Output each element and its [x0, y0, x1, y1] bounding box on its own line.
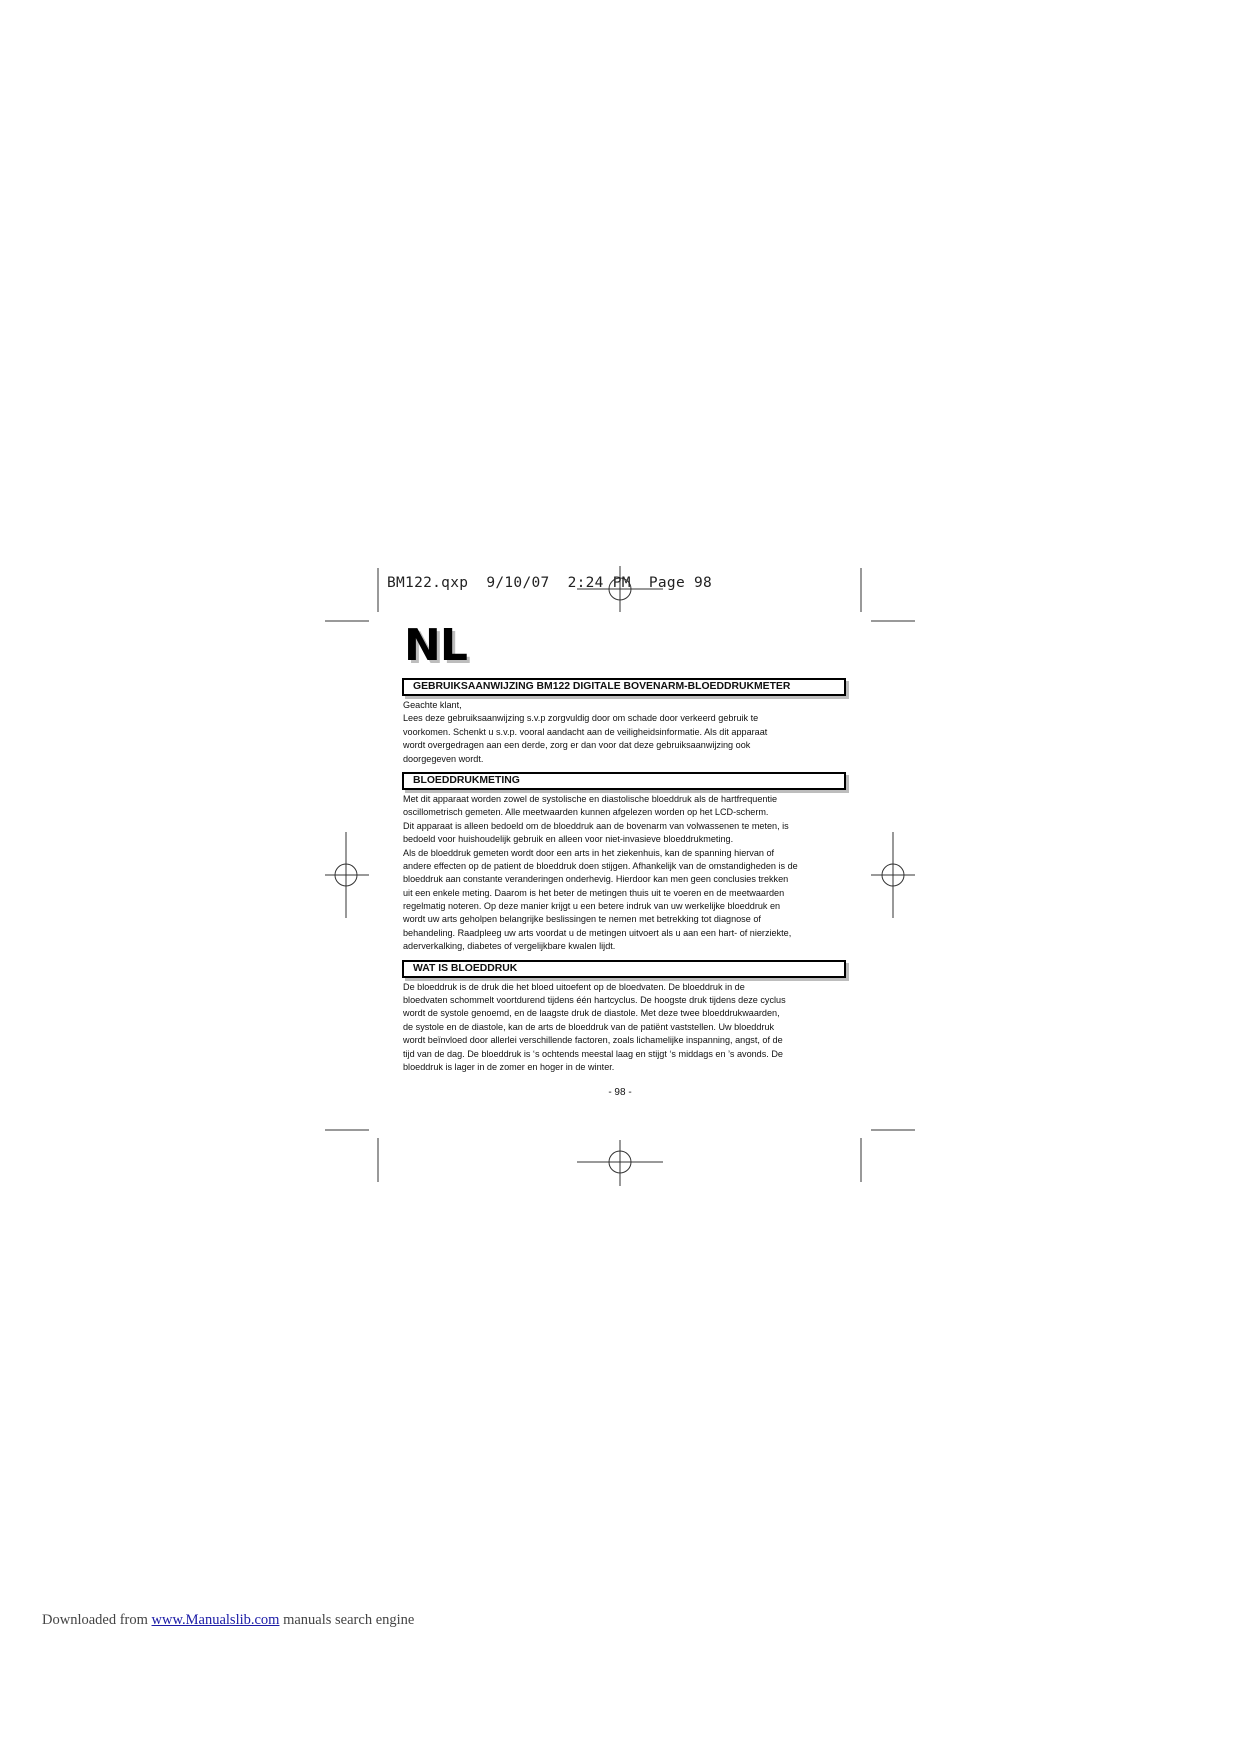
footer-prefix: Downloaded from — [42, 1612, 152, 1628]
text-line: andere effecten op de patient de bloeddruk doen stijgen. Afhankelijk van de omstandigheden is de — [403, 860, 798, 871]
text-line: aderverkalking, diabetes of vergelijkbare kwalen lijdt. — [403, 941, 616, 952]
text-line: bloeddruk is lager in de zomer en hoger in de winter. — [403, 1061, 615, 1072]
registration-mark-left — [325, 832, 369, 918]
text-line: Dit apparaat is alleen bedoeld om de bloeddruk aan de bovenarm van volwassenen te meten, is — [403, 820, 789, 831]
text-line: doorgegeven wordt. — [403, 753, 484, 764]
text-line: De bloeddruk is de druk die het bloed uitoefent op de bloedvaten. De bloeddruk in de — [403, 981, 745, 992]
text-line: de systole en de diastole, kan de arts de bloeddruk van de patiënt vaststellen. Uw bloeddruk — [403, 1021, 775, 1032]
registration-mark-bottom — [577, 1140, 663, 1186]
text-line: Lees deze gebruiksaanwijzing s.v.p zorgvuldig door om schade door verkeerd gebruik te — [403, 713, 759, 724]
section-wat-is-bloeddruk — [402, 960, 846, 1075]
manualslib-link[interactable]: www.Manualslib.com — [151, 1612, 280, 1628]
section-heading: GEBRUIKSAANWIJZING BM122 DIGITALE BOVENARM-BLOEDDRUKMETER — [402, 678, 846, 696]
text-line: wordt beïnvloed door allerlei verschillende factoren, zoals lichamelijke inspanning, angst, of de — [403, 1035, 783, 1046]
text-line: behandeling. Raadpleeg uw arts voordat u de metingen uitvoert als u aan een hart- of nierziekte, — [403, 927, 792, 938]
text-line: regelmatig noteren. Op deze manier krijgt u een betere indruk van uw werkelijke bloeddruk en — [403, 901, 781, 912]
text-line: Met dit apparaat worden zowel de systolische en diastolische bloeddruk als de hartfrequentie — [403, 793, 778, 804]
print-slug-line: BM122.qxp 9/10/07 2:24 PM Page 98 — [387, 575, 713, 591]
text-line: bloedvaten schommelt voortdurend tijdens één hartcyclus. De hoogste druk tijdens deze cyclus — [403, 995, 786, 1006]
text-line: oscillometrisch gemeten. Alle meetwaarden kunnen afgelezen worden op het LCD-scherm. — [403, 807, 769, 818]
manual-content — [402, 678, 846, 1074]
section-body — [403, 699, 846, 766]
text-line: bloeddruk aan constante veranderingen onderhevig. Hierdoor kan men geen conclusies trekken — [403, 874, 789, 885]
section-heading: WAT IS BLOEDDRUK — [402, 960, 846, 978]
text-line: wordt de systole genoemd, en de laagste druk de diastole. Met deze twee bloeddrukwaarden, — [403, 1008, 780, 1019]
text-line: uit een enkele meting. Daarom is het beter de metingen thuis uit te voeren en de meetwaarden — [403, 887, 785, 898]
page-number: - 98 - — [608, 1087, 632, 1098]
download-footer — [42, 1612, 414, 1629]
text-line: wordt uw arts geholpen belangrijke beslissingen te nemen met betrekking tot diagnose of — [403, 914, 761, 925]
text-line: Geachte klant, — [403, 700, 462, 710]
text-line: bedoeld voor huishoudelijk gebruik en alleen voor niet-invasieve bloeddrukmeting. — [403, 834, 734, 845]
section-body — [403, 981, 846, 1075]
text-line: wordt overgedragen aan een derde, zorg er dan voor dat deze gebruiksaanwijzing ook — [403, 740, 751, 751]
section-heading: BLOEDDRUKMETING — [402, 772, 846, 790]
text-line: voorkomen. Schenkt u s.v.p. vooral aandacht aan de veiligheidsinformatie. Als dit apparaat — [403, 726, 768, 737]
text-line: Als de bloeddruk gemeten wordt door een arts in het ziekenhuis, kan de spanning hiervan of — [403, 847, 775, 858]
language-mark: NL — [404, 620, 467, 671]
registration-mark-right — [871, 832, 915, 918]
section-bloeddrukmeting — [402, 772, 846, 954]
section-intro — [402, 678, 846, 766]
text-line: tijd van de dag. De bloeddruk is ‘s ochtends meestal laag en stijgt ‘s middags en ’s avonds. De — [403, 1048, 783, 1059]
footer-suffix: manuals search engine — [279, 1612, 415, 1628]
section-body — [403, 793, 846, 954]
